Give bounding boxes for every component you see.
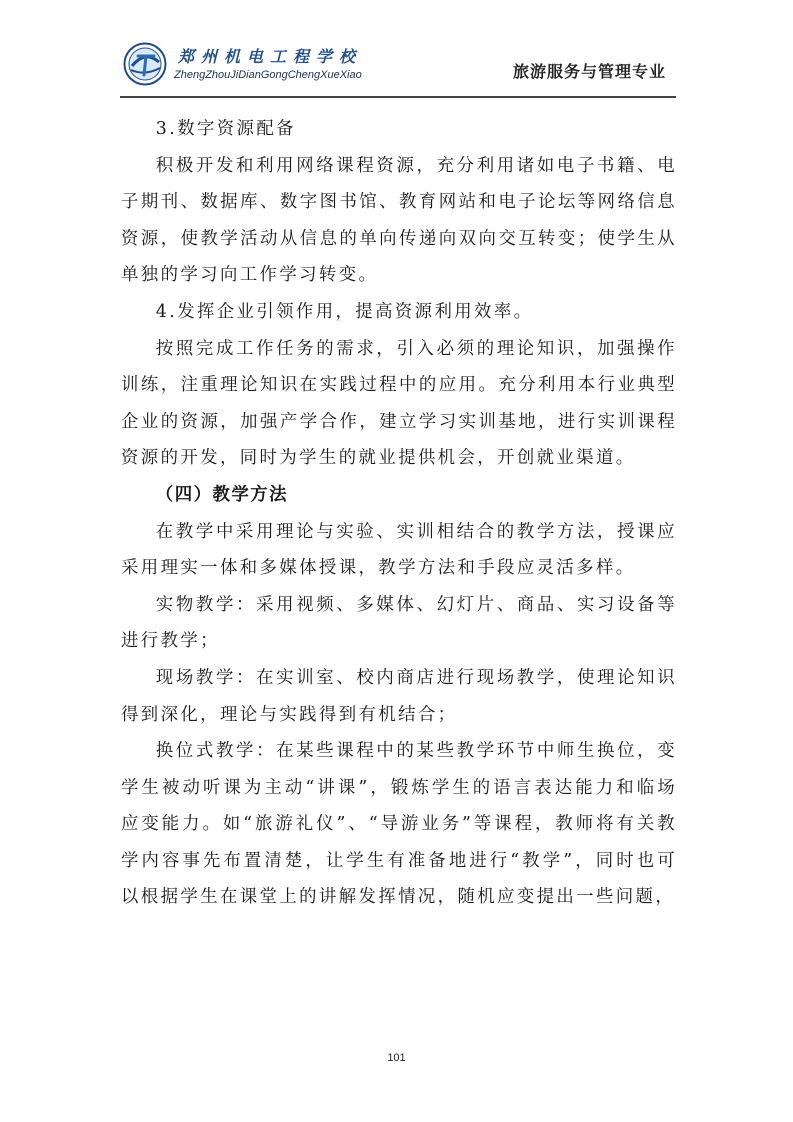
paragraph: 在教学中采用理论与实验、实训相结合的教学方法，授课应采用理实一体和多媒体授课，教学方法和手段应灵活多样。 xyxy=(121,521,677,579)
page-header xyxy=(118,38,676,96)
school-name-en: ZhengZhouJiDianGongChengXueXiao xyxy=(174,69,362,81)
paragraph: 换位式教学：在某些课程中的某些教学环节中师生换位，变学生被动听课为主动“讲课”，锻炼学生的语言表达能力和临场应变能力。如“旅游礼仪”、“导游业务”等课程，教师将有关教学内容事先布置清楚，让学生有准备地进行“教学”，同时也可以根据学生在课堂上的讲解发挥情况，随机应变提出一些问题， xyxy=(121,741,677,908)
paragraph: 按照完成工作任务的需求，引入必须的理论知识，加强操作训练，注重理论知识在实践过程中的应用。充分利用本行业典型企业的资源，加强产学合作，建立学习实训基地，进行实训课程资源的开发，同时为学生的就业提供机会，开创就业渠道。 xyxy=(121,338,677,469)
department-title: 旅游服务与管理专业 xyxy=(512,62,666,81)
school-logo-icon xyxy=(123,42,167,86)
paragraph: 实物教学：采用视频、多媒体、幻灯片、商品、实习设备等进行教学； xyxy=(121,594,677,652)
paragraph: 积极开发和利用网络课程资源，充分利用诸如电子书籍、电子期刊、数据库、数字图书馆、教育网站和电子论坛等网络信息资源，使教学活动从信息的单向传递向双向交互转变；使学生从单独的学习向工作学习转变。 xyxy=(121,155,677,286)
section-heading-teaching-methods: （四）教学方法 xyxy=(155,484,289,505)
page-number: 101 xyxy=(387,1052,406,1064)
paragraph: 现场教学：在实训室、校内商店进行现场教学，使理论知识得到深化，理论与实践得到有机结合； xyxy=(121,667,677,725)
page-body xyxy=(121,111,677,916)
subheading-enterprise-role: 4.发挥企业引领作用，提高资源利用效率。 xyxy=(155,301,534,322)
subheading-digital-resources: 3.数字资源配备 xyxy=(155,119,296,139)
school-name-cn: 郑州机电工程学校 xyxy=(178,47,363,66)
header-divider xyxy=(120,96,676,98)
